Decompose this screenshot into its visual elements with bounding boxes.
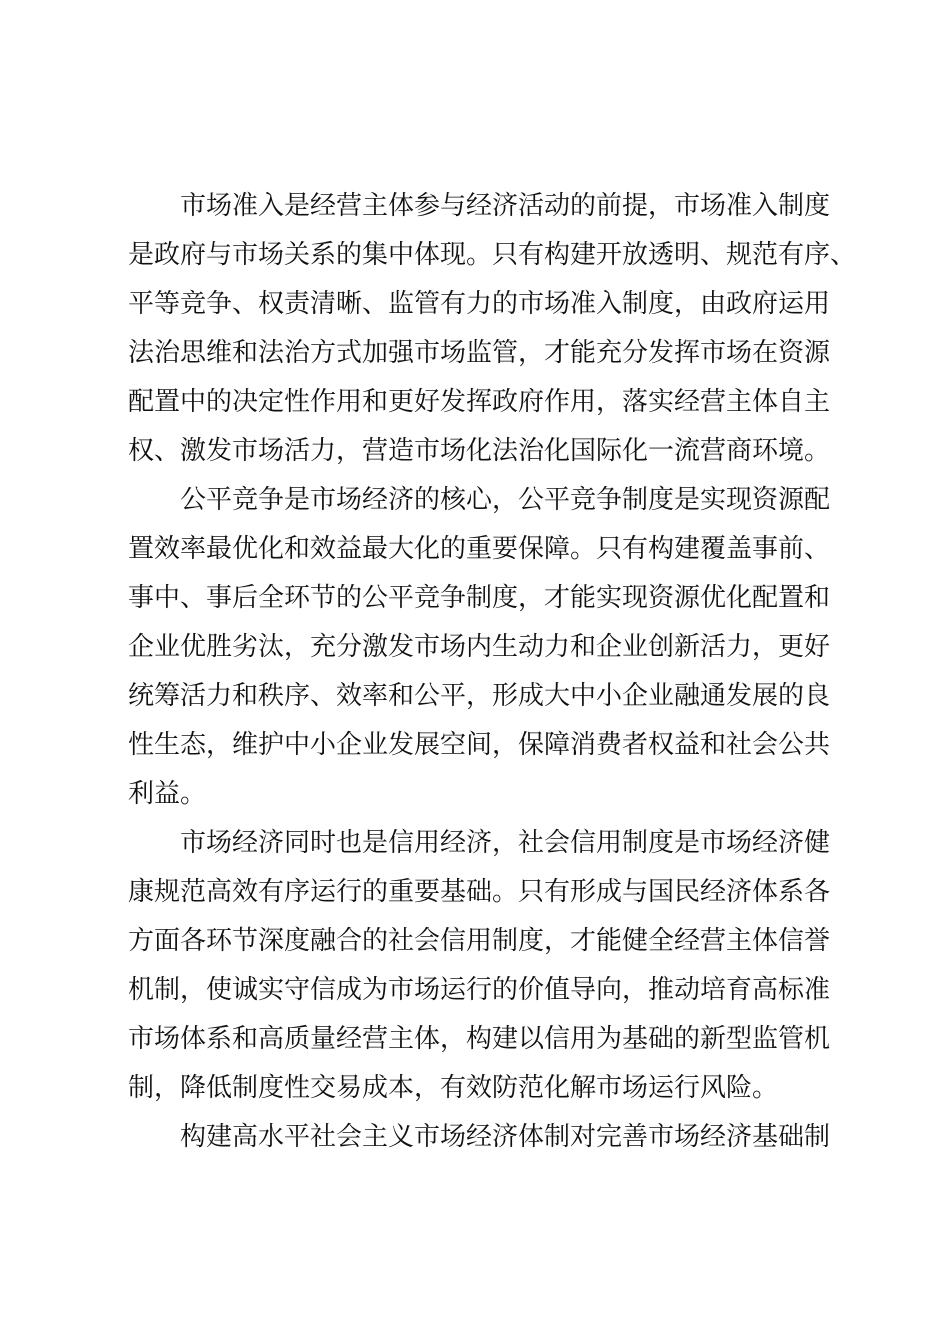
- paragraph-4-line-1: 构建高水平社会主义市场经济体制对完善市场经济基础制: [180, 1122, 831, 1152]
- paragraph-1-line-6: 权、激发市场活力，营造市场化法治化国际化一流营商环境。: [128, 436, 831, 466]
- paragraph-1-line-4: 法治思维和法治方式加强市场监管，才能充分发挥市场在资源: [128, 338, 831, 368]
- paragraph-2-line-3: 事中、事后全环节的公平竞争制度，才能实现资源优化配置和: [128, 583, 831, 613]
- paragraph-3-line-3: 方面各环节深度融合的社会信用制度，才能健全经营主体信誉: [128, 926, 831, 956]
- paragraph-1-line-1: 市场准入是经营主体参与经济活动的前提，市场准入制度: [180, 191, 831, 221]
- paragraph-1-line-5: 配置中的决定性作用和更好发挥政府作用，落实经营主体自主: [128, 387, 831, 417]
- document-body: [128, 182, 857, 1162]
- paragraph-2-line-5: 统筹活力和秩序、效率和公平，形成大中小企业融通发展的良: [128, 681, 831, 711]
- paragraph-3-line-4: 机制，使诚实守信成为市场运行的价值导向，推动培育高标准: [128, 975, 831, 1005]
- paragraph-2-line-1: 公平竞争是市场经济的核心，公平竞争制度是实现资源配: [180, 485, 831, 515]
- paragraph-3-line-1: 市场经济同时也是信用经济，社会信用制度是市场经济健: [180, 828, 831, 858]
- paragraph-2-line-6: 性生态，维护中小企业发展空间，保障消费者权益和社会公共: [128, 730, 831, 760]
- paragraph-2-line-7: 利益。: [128, 779, 207, 809]
- paragraph-2-line-2: 置效率最优化和效益最大化的重要保障。只有构建覆盖事前、: [128, 534, 831, 564]
- paragraph-1-line-2: 是政府与市场关系的集中体现。只有构建开放透明、规范有序、: [128, 240, 857, 270]
- paragraph-1-line-3: 平等竞争、权责清晰、监管有力的市场准入制度，由政府运用: [128, 289, 831, 319]
- paragraph-3-line-6: 制，降低制度性交易成本，有效防范化解市场运行风险。: [128, 1073, 779, 1103]
- paragraph-3-line-5: 市场体系和高质量经营主体，构建以信用为基础的新型监管机: [128, 1024, 831, 1054]
- paragraph-2-line-4: 企业优胜劣汰，充分激发市场内生动力和企业创新活力，更好: [128, 632, 831, 662]
- paragraph-3-line-2: 康规范高效有序运行的重要基础。只有形成与国民经济体系各: [128, 877, 831, 907]
